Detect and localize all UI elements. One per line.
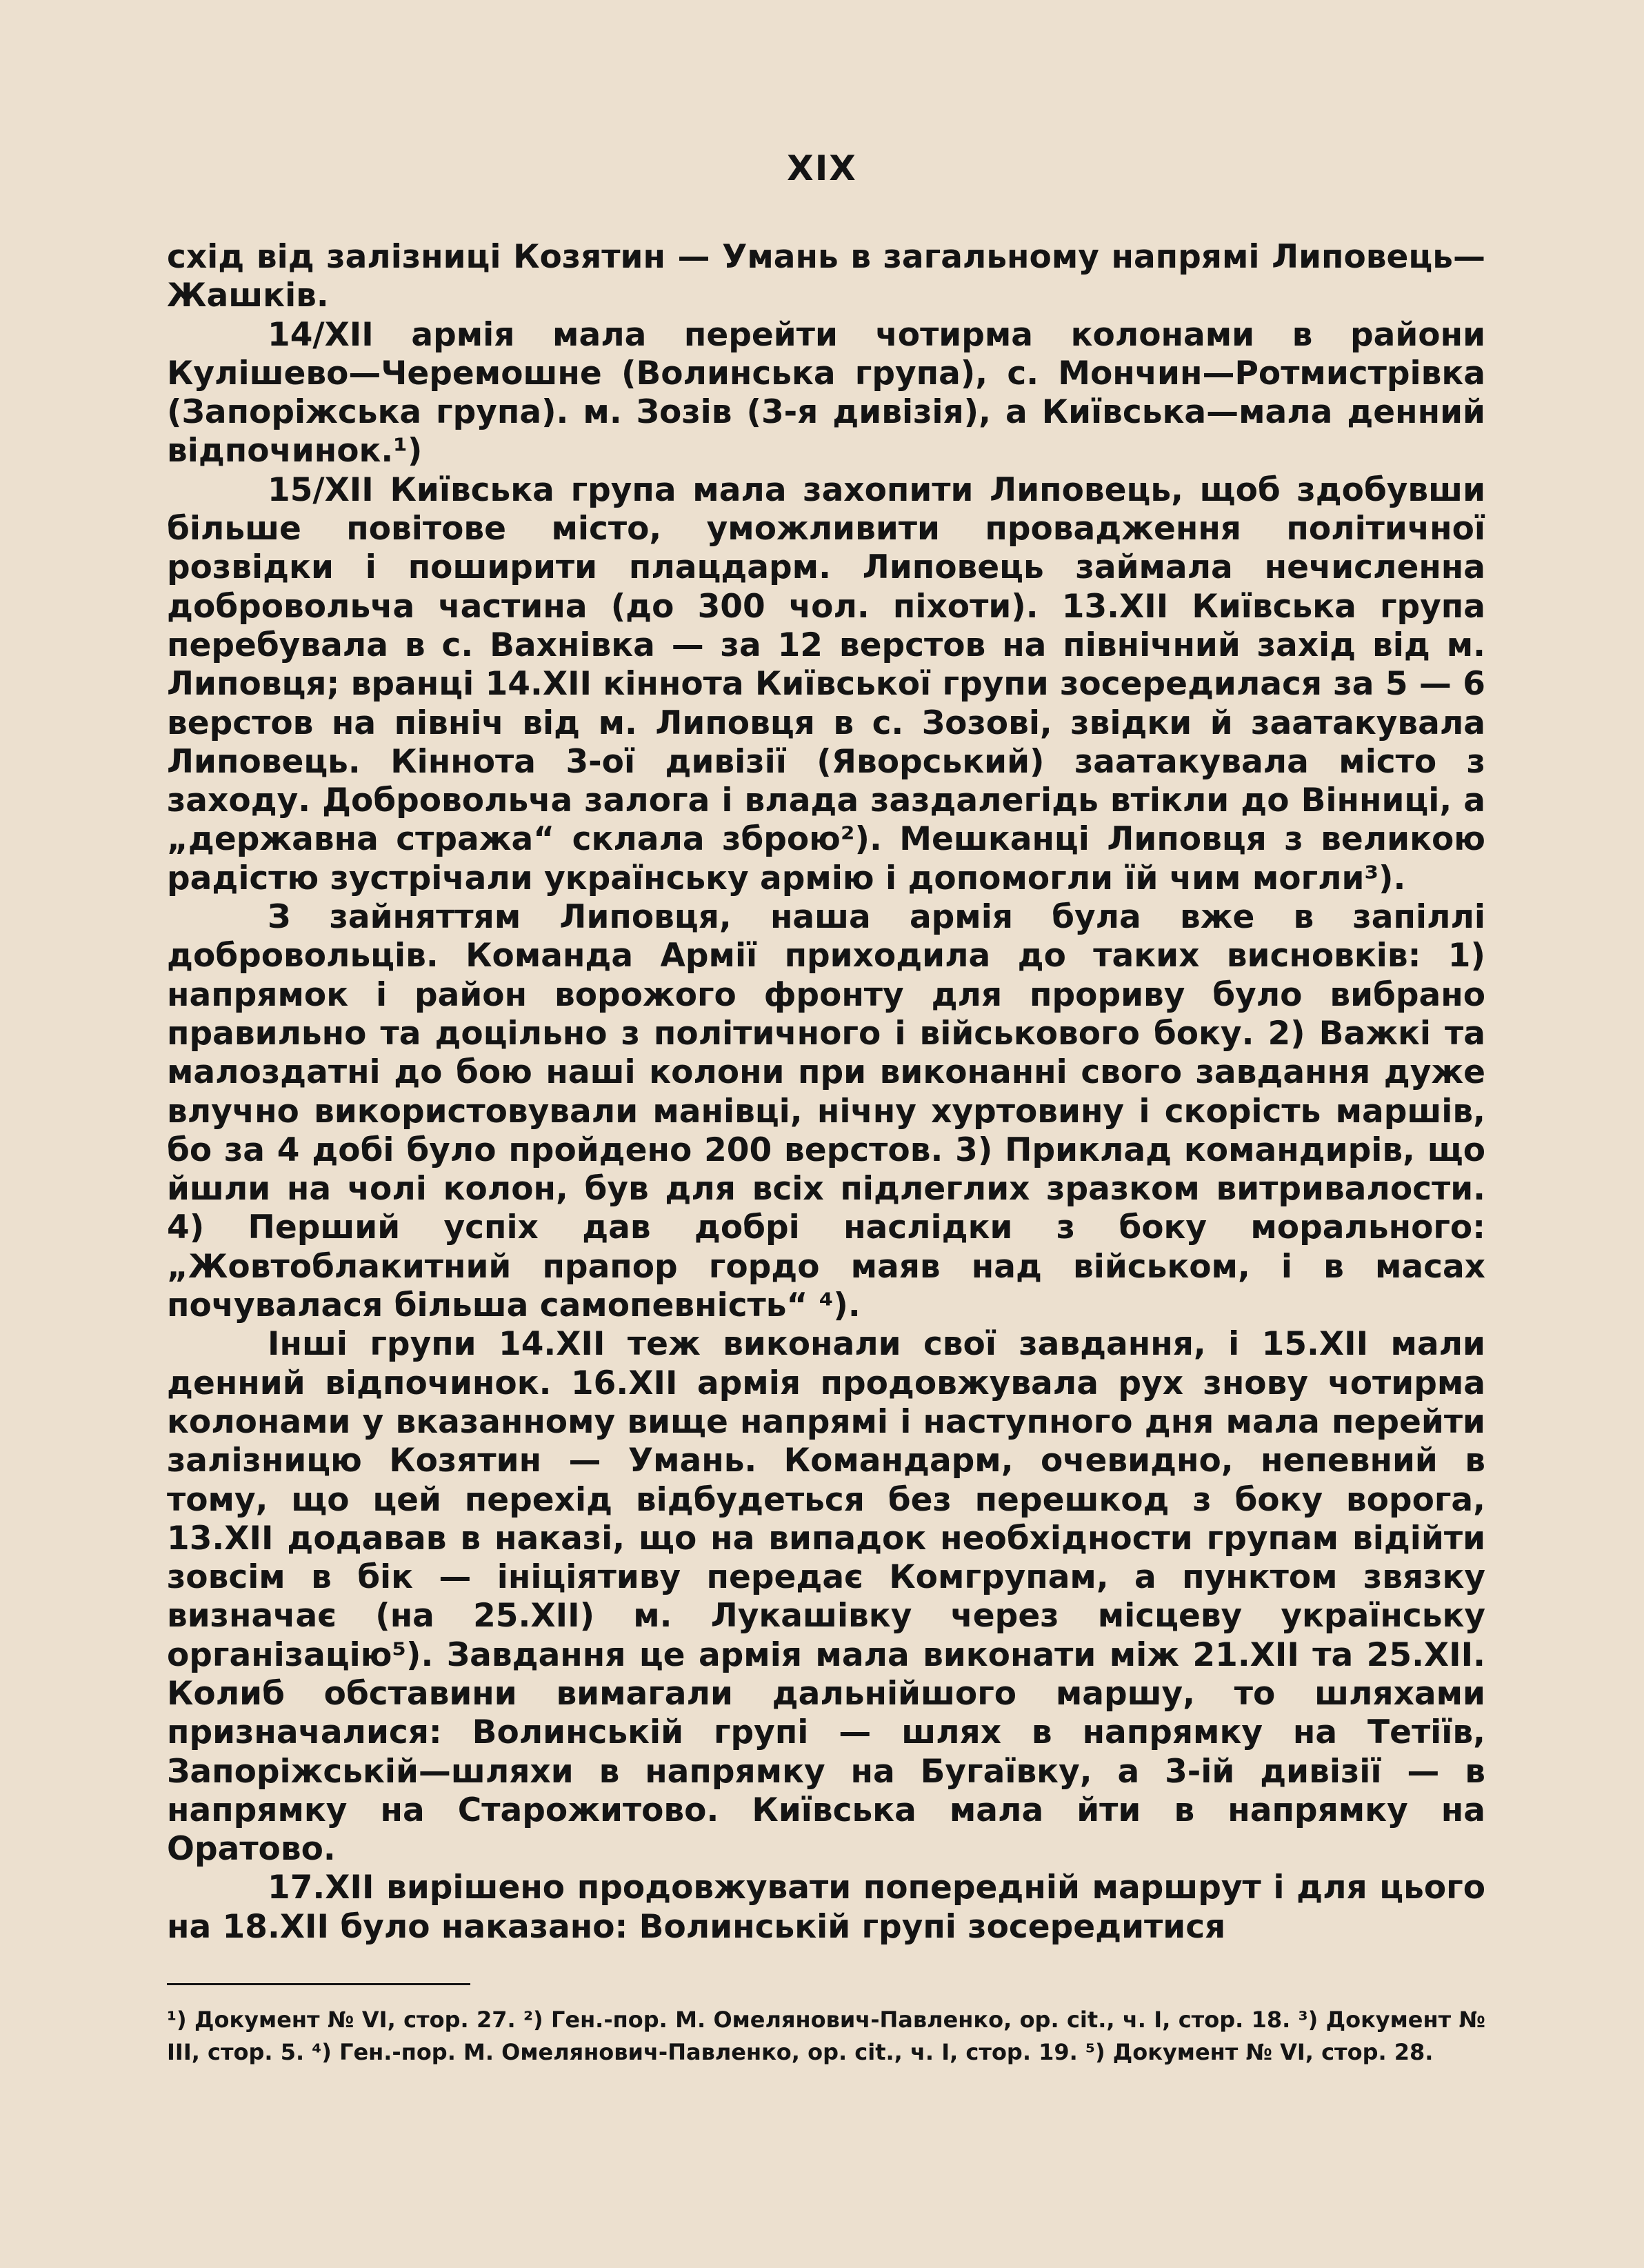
body-text	[167, 238, 1485, 1947]
footnote-text: ¹) Документ № VI, стор. 27. ²) Ген.-пор. М. Омелянович-Павленко, op. cit., ч. I, стор. 18. ³) Документ № III, стор. 5. ⁴) Ген.-пор. М. Омелянович-Павленко, op. cit., ч. I, стор. 19. ⁵) Документ № VI, стор. 28.	[167, 2007, 1485, 2065]
paragraph: 15/XII Київська група мала захопити Липовець, щоб здобувши більше повітове місто, уможливити провадження політичної розвідки і поширити плацдарм. Липовець займала нечисленна добровольча частина (до 300 чол. піхоти). 13.XII Київська група перебувала в с. Вахнівка — за 12 верстов на північний захід від м. Липовця; вранці 14.XII кіннота Київської групи зосередилася за 5 — 6 верстов на північ від м. Липовця в с. Зозові, звідки й заатакувала Липовець. Кіннота 3-ої дивізії (Яворський) заатакувала місто з заходу. Добровольча залога і влада заздалегідь втікли до Вінниці, а „державна стража“ склала зброю²). Мешканці Липовця з великою радістю зустрічали українську армію і допомогли їй чим могли³).	[167, 470, 1485, 897]
paragraph: схід від залізниці Козятин — Умань в загальному напрямі Липовець—Жашків.	[167, 238, 1485, 315]
footnote-divider	[167, 1983, 470, 1985]
paragraph: Інші групи 14.XII теж виконали свої завдання, і 15.XII мали денний відпочинок. 16.XII армія продовжувала рух знову чотирма колонами у вказанному вище напрямі і наступного дня мала перейти залізницю Козятин — Умань. Командарм, очевидно, непевний в тому, що цей перехід відбудеться без перешкод з боку ворога, 13.XII додавав в наказі, що на випадок необхідности групам відійти зовсім в бік — ініціятиву передає Комгрупам, а пунктом звязку визначає (на 25.XII) м. Лукашівку через місцеву українську організацію⁵). Завдання це армія мала виконати між 21.XII та 25.XII. Колиб обставини вимагали дальнійшого маршу, то шляхами призначалися: Волинській групі — шлях в напрямку на Тетіїв, Запоріжській—шляхи в напрямку на Бугаївку, а 3-ій дивізії — в напрямку на Старожитово. Київська мала йти в напрямку на Оратово.	[167, 1325, 1485, 1869]
paragraph: З зайняттям Липовця, наша армія була вже в запіллі добровольців. Команда Армії приходила до таких висновків: 1) напрямок і район ворожого фронту для прориву було вибрано правильно та доцільно з політичного і військового боку. 2) Важкі та малоздатні до бою наші колони при виконанні свого завдання дуже влучно використовували манівці, нічну хуртовину і скорість маршів, бо за 4 добі було пройдено 200 верстов. 3) Приклад командирів, що йшли на чолі колон, був для всіх підлеглих зразком витривалости. 4) Перший успіх дав добрі наслідки з боку морального: „Жовтоблакитний прапор гордо маяв над військом, і в масах почувалася більша самопевність“ ⁴).	[167, 898, 1485, 1325]
page-number: XIX	[787, 148, 857, 188]
paragraph: 17.XII вирішено продовжувати попередній маршрут і для цього на 18.XII було наказано: Волинській групі зосередитися	[167, 1869, 1485, 1946]
footnotes	[167, 2004, 1485, 2069]
paragraph: 14/XII армія мала перейти чотирма колонами в райони Кулішево—Черемошне (Волинська група), с. Мончин—Ротмистрівка (Запоріжська група). м. Зозів (3-я дивізія), а Київська—мала денний відпочинок.¹)	[167, 315, 1485, 470]
